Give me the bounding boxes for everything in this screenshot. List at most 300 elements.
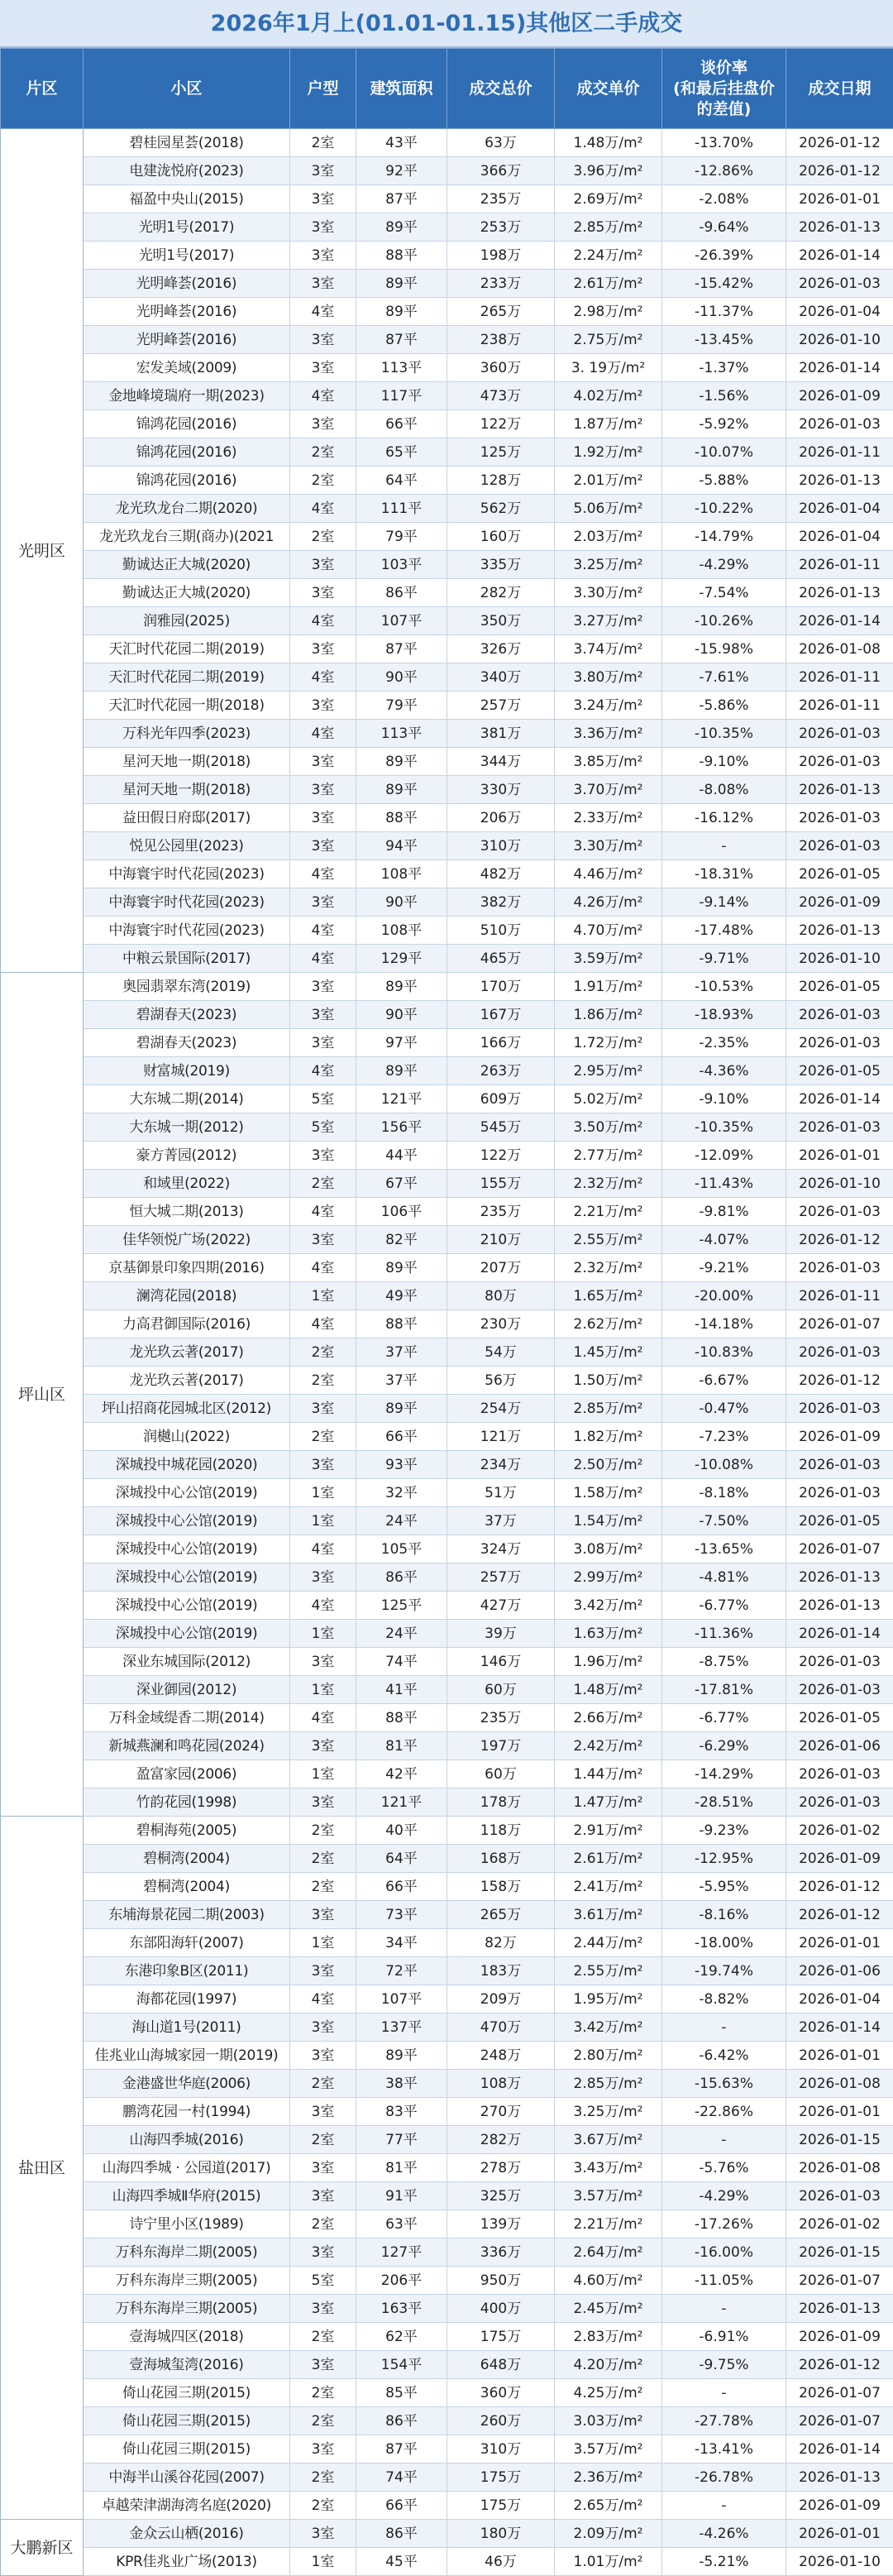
bargain-rate-cell: -20.00%	[662, 1282, 786, 1310]
table-row	[1, 1423, 893, 1451]
layout-cell: 5室	[290, 1113, 356, 1142]
layout-cell: 4室	[290, 720, 356, 748]
area-cell: 64平	[356, 1845, 447, 1873]
layout-cell: 3室	[290, 804, 356, 832]
total-price-cell: 350万	[447, 607, 555, 635]
unit-price-cell: 2.41万/m²	[555, 1873, 662, 1901]
area-cell: 108平	[356, 860, 447, 888]
unit-price-cell: 5.02万/m²	[555, 1085, 662, 1113]
unit-price-cell: 2.61万/m²	[555, 270, 662, 298]
deal-date-cell: 2026-01-02	[786, 2210, 893, 2238]
layout-cell: 4室	[290, 1254, 356, 1282]
total-price-cell: 230万	[447, 1310, 555, 1338]
table-row	[1, 1845, 893, 1873]
area-cell: 40平	[356, 1817, 447, 1845]
area-cell: 63平	[356, 2210, 447, 2238]
layout-cell: 4室	[290, 607, 356, 635]
area-cell: 34平	[356, 1929, 447, 1957]
total-price-cell: 206万	[447, 804, 555, 832]
table-row	[1, 2267, 893, 2295]
unit-price-cell: 1.82万/m²	[555, 1423, 662, 1451]
project-name-cell: 益田假日府邸(2017)	[84, 804, 290, 832]
layout-cell: 4室	[290, 1310, 356, 1338]
total-price-cell: 282万	[447, 579, 555, 607]
area-cell: 86平	[356, 2520, 447, 2548]
unit-price-cell: 1.48万/m²	[555, 129, 662, 157]
bargain-rate-cell: -13.70%	[662, 129, 786, 157]
project-name-cell: 锦鸿花园(2016)	[84, 467, 290, 495]
total-price-cell: 427万	[447, 1592, 555, 1620]
unit-price-cell: 2.62万/m²	[555, 1310, 662, 1338]
bargain-rate-cell: -13.45%	[662, 326, 786, 354]
area-cell: 113平	[356, 354, 447, 382]
deal-date-cell: 2026-01-07	[786, 1535, 893, 1563]
table-row	[1, 1395, 893, 1423]
area-cell: 82平	[356, 1226, 447, 1254]
deal-date-cell: 2026-01-10	[786, 1170, 893, 1198]
deal-date-cell: 2026-01-14	[786, 607, 893, 635]
project-name-cell: 锦鸿花园(2016)	[84, 410, 290, 438]
unit-price-cell: 1.63万/m²	[555, 1620, 662, 1648]
bargain-rate-cell: -12.09%	[662, 1142, 786, 1170]
layout-cell: 1室	[290, 1929, 356, 1957]
unit-price-cell: 2.55万/m²	[555, 1957, 662, 1985]
table-row	[1, 298, 893, 326]
unit-price-cell: 2.65万/m²	[555, 2492, 662, 2520]
total-price-cell: 335万	[447, 551, 555, 579]
district-cell: 光明区	[1, 129, 84, 973]
project-name-cell: 财富城(2019)	[84, 1057, 290, 1085]
deal-date-cell: 2026-01-03	[786, 1479, 893, 1507]
table-row	[1, 382, 893, 410]
deal-date-cell: 2026-01-09	[786, 888, 893, 917]
total-price-cell: 108万	[447, 2070, 555, 2098]
table-row	[1, 1170, 893, 1198]
unit-price-cell: 3.80万/m²	[555, 663, 662, 692]
area-cell: 45平	[356, 2548, 447, 2576]
table-row	[1, 2379, 893, 2407]
area-cell: 66平	[356, 410, 447, 438]
total-price-cell: 366万	[447, 157, 555, 185]
layout-cell: 4室	[290, 1198, 356, 1226]
project-name-cell: 碧桐湾(2004)	[84, 1845, 290, 1873]
table-row	[1, 326, 893, 354]
bargain-rate-cell: -28.51%	[662, 1788, 786, 1817]
unit-price-cell: 4.02万/m²	[555, 382, 662, 410]
table-row	[1, 2548, 893, 2576]
total-price-cell: 360万	[447, 354, 555, 382]
deal-date-cell: 2026-01-11	[786, 692, 893, 720]
project-name-cell: 深业东城国际(2012)	[84, 1648, 290, 1676]
table-row	[1, 804, 893, 832]
total-price-cell: 56万	[447, 1367, 555, 1395]
deal-date-cell: 2026-01-12	[786, 157, 893, 185]
area-cell: 43平	[356, 129, 447, 157]
project-name-cell: 鹏湾花园一村(1994)	[84, 2098, 290, 2126]
area-cell: 65平	[356, 438, 447, 467]
table-row	[1, 1282, 893, 1310]
deal-date-cell: 2026-01-08	[786, 2070, 893, 2098]
unit-price-cell: 2.21万/m²	[555, 1198, 662, 1226]
layout-cell: 1室	[290, 1676, 356, 1704]
table-row	[1, 1507, 893, 1535]
layout-cell: 2室	[290, 438, 356, 467]
deal-date-cell: 2026-01-09	[786, 1423, 893, 1451]
unit-price-cell: 2.01万/m²	[555, 467, 662, 495]
header-area: 建筑面积	[356, 49, 447, 129]
total-price-cell: 235万	[447, 1704, 555, 1732]
layout-cell: 3室	[290, 1001, 356, 1029]
project-name-cell: 碧桂园星荟(2018)	[84, 129, 290, 157]
unit-price-cell: 1.87万/m²	[555, 410, 662, 438]
layout-cell: 3室	[290, 692, 356, 720]
table-row	[1, 1226, 893, 1254]
table-row	[1, 1085, 893, 1113]
unit-price-cell: 2.66万/m²	[555, 1704, 662, 1732]
area-cell: 111平	[356, 495, 447, 523]
bargain-rate-cell: -8.75%	[662, 1648, 786, 1676]
table-row	[1, 2070, 893, 2098]
header-bargain-rate: 谈价率 (和最后挂盘价 的差值)	[662, 49, 786, 129]
project-name-cell: 深城投中心公馆(2019)	[84, 1507, 290, 1535]
area-cell: 87平	[356, 326, 447, 354]
deal-date-cell: 2026-01-12	[786, 129, 893, 157]
layout-cell: 2室	[290, 1423, 356, 1451]
total-price-cell: 233万	[447, 270, 555, 298]
bargain-rate-cell: -9.23%	[662, 1817, 786, 1845]
area-cell: 156平	[356, 1113, 447, 1142]
total-price-cell: 175万	[447, 2463, 555, 2492]
total-price-cell: 282万	[447, 2126, 555, 2154]
header-project: 小区	[84, 49, 290, 129]
project-name-cell: 东港印象B区(2011)	[84, 1957, 290, 1985]
area-cell: 108平	[356, 917, 447, 945]
deal-date-cell: 2026-01-12	[786, 1226, 893, 1254]
total-price-cell: 324万	[447, 1535, 555, 1563]
unit-price-cell: 2.09万/m²	[555, 2520, 662, 2548]
area-cell: 88平	[356, 242, 447, 270]
layout-cell: 2室	[290, 129, 356, 157]
project-name-cell: 海山道1号(2011)	[84, 2013, 290, 2042]
table-row	[1, 1535, 893, 1563]
deal-date-cell: 2026-01-12	[786, 2351, 893, 2379]
area-cell: 129平	[356, 945, 447, 973]
layout-cell: 3室	[290, 410, 356, 438]
unit-price-cell: 2.44万/m²	[555, 1929, 662, 1957]
bargain-rate-cell: -6.91%	[662, 2323, 786, 2351]
area-cell: 62平	[356, 2323, 447, 2351]
area-cell: 90平	[356, 663, 447, 692]
table-row	[1, 945, 893, 973]
area-cell: 154平	[356, 2351, 447, 2379]
unit-price-cell: 4.20万/m²	[555, 2351, 662, 2379]
table-row	[1, 2520, 893, 2548]
total-price-cell: 198万	[447, 242, 555, 270]
bargain-rate-cell: -18.93%	[662, 1001, 786, 1029]
total-price-cell: 950万	[447, 2267, 555, 2295]
area-cell: 81平	[356, 1732, 447, 1760]
layout-cell: 1室	[290, 1760, 356, 1788]
layout-cell: 3室	[290, 973, 356, 1001]
total-price-cell: 51万	[447, 1479, 555, 1507]
unit-price-cell: 2.85万/m²	[555, 213, 662, 242]
table-row	[1, 2154, 893, 2182]
table-row	[1, 2407, 893, 2435]
project-name-cell: 东部阳海轩(2007)	[84, 1929, 290, 1957]
bargain-rate-cell: -10.83%	[662, 1338, 786, 1367]
deal-date-cell: 2026-01-13	[786, 2463, 893, 2492]
layout-cell: 2室	[290, 1170, 356, 1198]
header-unit-price: 成交单价	[555, 49, 662, 129]
total-price-cell: 122万	[447, 410, 555, 438]
project-name-cell: 深城投中心公馆(2019)	[84, 1479, 290, 1507]
table-row	[1, 129, 893, 157]
layout-cell: 3室	[290, 579, 356, 607]
table-row	[1, 1676, 893, 1704]
total-price-cell: 234万	[447, 1451, 555, 1479]
deal-date-cell: 2026-01-03	[786, 1029, 893, 1057]
header-total-price: 成交总价	[447, 49, 555, 129]
unit-price-cell: 2.80万/m²	[555, 2042, 662, 2070]
deal-date-cell: 2026-01-01	[786, 2042, 893, 2070]
bargain-rate-cell: -5.21%	[662, 2548, 786, 2576]
total-price-cell: 336万	[447, 2238, 555, 2267]
area-cell: 89平	[356, 776, 447, 804]
project-name-cell: 山海四季城(2016)	[84, 2126, 290, 2154]
area-cell: 103平	[356, 551, 447, 579]
bargain-rate-cell: -11.37%	[662, 298, 786, 326]
bargain-rate-cell: -	[662, 2295, 786, 2323]
layout-cell: 3室	[290, 1648, 356, 1676]
bargain-rate-cell: -9.71%	[662, 945, 786, 973]
layout-cell: 5室	[290, 2267, 356, 2295]
total-price-cell: 121万	[447, 1423, 555, 1451]
deal-date-cell: 2026-01-01	[786, 1142, 893, 1170]
table-row	[1, 2013, 893, 2042]
layout-cell: 3室	[290, 832, 356, 860]
project-name-cell: 锦鸿花园(2016)	[84, 438, 290, 467]
deal-date-cell: 2026-01-03	[786, 1676, 893, 1704]
total-price-cell: 265万	[447, 298, 555, 326]
bargain-rate-cell: -14.79%	[662, 523, 786, 551]
area-cell: 86平	[356, 1563, 447, 1592]
area-cell: 87平	[356, 2435, 447, 2463]
table-row	[1, 1254, 893, 1282]
deal-date-cell: 2026-01-08	[786, 2154, 893, 2182]
layout-cell: 3室	[290, 2520, 356, 2548]
bargain-rate-cell: -9.81%	[662, 1198, 786, 1226]
total-price-cell: 473万	[447, 382, 555, 410]
table-row	[1, 1957, 893, 1985]
total-price-cell: 39万	[447, 1620, 555, 1648]
unit-price-cell: 4.25万/m²	[555, 2379, 662, 2407]
deal-date-cell: 2026-01-14	[786, 1085, 893, 1113]
layout-cell: 3室	[290, 157, 356, 185]
project-name-cell: 山海四季城Ⅱ华府(2015)	[84, 2182, 290, 2210]
deal-date-cell: 2026-01-05	[786, 973, 893, 1001]
project-name-cell: 东埔海景花园二期(2003)	[84, 1901, 290, 1929]
deal-date-cell: 2026-01-08	[786, 635, 893, 663]
total-price-cell: 82万	[447, 1929, 555, 1957]
layout-cell: 3室	[290, 635, 356, 663]
bargain-rate-cell: -14.18%	[662, 1310, 786, 1338]
transactions-table	[0, 48, 893, 2576]
layout-cell: 2室	[290, 1817, 356, 1845]
layout-cell: 3室	[290, 1142, 356, 1170]
layout-cell: 4室	[290, 1057, 356, 1085]
project-name-cell: 碧湖春天(2023)	[84, 1001, 290, 1029]
unit-price-cell: 3.43万/m²	[555, 2154, 662, 2182]
deal-date-cell: 2026-01-15	[786, 2238, 893, 2267]
deal-date-cell: 2026-01-05	[786, 860, 893, 888]
unit-price-cell: 3.30万/m²	[555, 832, 662, 860]
deal-date-cell: 2026-01-03	[786, 1254, 893, 1282]
layout-cell: 4室	[290, 917, 356, 945]
layout-cell: 2室	[290, 2210, 356, 2238]
unit-price-cell: 2.32万/m²	[555, 1170, 662, 1198]
project-name-cell: 万科光年四季(2023)	[84, 720, 290, 748]
layout-cell: 3室	[290, 1901, 356, 1929]
total-price-cell: 37万	[447, 1507, 555, 1535]
unit-price-cell: 2.69万/m²	[555, 185, 662, 213]
area-cell: 86平	[356, 579, 447, 607]
unit-price-cell: 2.77万/m²	[555, 1142, 662, 1170]
layout-cell: 2室	[290, 2323, 356, 2351]
layout-cell: 3室	[290, 1451, 356, 1479]
total-price-cell: 60万	[447, 1676, 555, 1704]
bargain-rate-cell: -	[662, 832, 786, 860]
unit-price-cell: 2.75万/m²	[555, 326, 662, 354]
total-price-cell: 118万	[447, 1817, 555, 1845]
layout-cell: 3室	[290, 776, 356, 804]
table-row	[1, 1760, 893, 1788]
unit-price-cell: 2.03万/m²	[555, 523, 662, 551]
table-row	[1, 2182, 893, 2210]
total-price-cell: 155万	[447, 1170, 555, 1198]
layout-cell: 5室	[290, 1085, 356, 1113]
header-row	[1, 49, 893, 129]
unit-price-cell: 5.06万/m²	[555, 495, 662, 523]
total-price-cell: 326万	[447, 635, 555, 663]
bargain-rate-cell: -4.26%	[662, 2520, 786, 2548]
bargain-rate-cell: -26.39%	[662, 242, 786, 270]
area-cell: 113平	[356, 720, 447, 748]
deal-date-cell: 2026-01-11	[786, 438, 893, 467]
total-price-cell: 46万	[447, 2548, 555, 2576]
bargain-rate-cell: -5.88%	[662, 467, 786, 495]
project-name-cell: 福盈中央山(2015)	[84, 185, 290, 213]
layout-cell: 3室	[290, 213, 356, 242]
area-cell: 89平	[356, 298, 447, 326]
table-row	[1, 1001, 893, 1029]
area-cell: 89平	[356, 1057, 447, 1085]
bargain-rate-cell: -4.81%	[662, 1563, 786, 1592]
area-cell: 66平	[356, 1423, 447, 1451]
layout-cell: 4室	[290, 1704, 356, 1732]
total-price-cell: 278万	[447, 2154, 555, 2182]
unit-price-cell: 2.64万/m²	[555, 2238, 662, 2267]
table-row	[1, 1198, 893, 1226]
deal-date-cell: 2026-01-02	[786, 1817, 893, 1845]
layout-cell: 3室	[290, 185, 356, 213]
project-name-cell: 天汇时代花园一期(2018)	[84, 692, 290, 720]
total-price-cell: 175万	[447, 2492, 555, 2520]
total-price-cell: 344万	[447, 748, 555, 776]
deal-date-cell: 2026-01-03	[786, 1395, 893, 1423]
table-row	[1, 2492, 893, 2520]
layout-cell: 3室	[290, 1226, 356, 1254]
deal-date-cell: 2026-01-15	[786, 2126, 893, 2154]
area-cell: 66平	[356, 1873, 447, 1901]
area-cell: 86平	[356, 2407, 447, 2435]
total-price-cell: 209万	[447, 1985, 555, 2013]
deal-date-cell: 2026-01-11	[786, 551, 893, 579]
layout-cell: 3室	[290, 1563, 356, 1592]
deal-date-cell: 2026-01-01	[786, 2098, 893, 2126]
area-cell: 64平	[356, 467, 447, 495]
table-row	[1, 1704, 893, 1732]
project-name-cell: 倚山花园三期(2015)	[84, 2407, 290, 2435]
unit-price-cell: 2.24万/m²	[555, 242, 662, 270]
deal-date-cell: 2026-01-09	[786, 2323, 893, 2351]
bargain-rate-cell: -8.16%	[662, 1901, 786, 1929]
bargain-rate-cell: -1.37%	[662, 354, 786, 382]
layout-cell: 2室	[290, 1367, 356, 1395]
table-row	[1, 1451, 893, 1479]
layout-cell: 4室	[290, 860, 356, 888]
deal-date-cell: 2026-01-13	[786, 579, 893, 607]
table-row	[1, 1310, 893, 1338]
table-row	[1, 1142, 893, 1170]
deal-date-cell: 2026-01-09	[786, 382, 893, 410]
table-row	[1, 1367, 893, 1395]
project-name-cell: 奥园翡翠东湾(2019)	[84, 973, 290, 1001]
total-price-cell: 482万	[447, 860, 555, 888]
total-price-cell: 139万	[447, 2210, 555, 2238]
total-price-cell: 235万	[447, 1198, 555, 1226]
bargain-rate-cell: -12.95%	[662, 1845, 786, 1873]
bargain-rate-cell: -0.47%	[662, 1395, 786, 1423]
bargain-rate-cell: -10.53%	[662, 973, 786, 1001]
project-name-cell: 诗宁里小区(1989)	[84, 2210, 290, 2238]
project-name-cell: 龙光玖云著(2017)	[84, 1338, 290, 1367]
table-body	[1, 129, 893, 2576]
table-row	[1, 860, 893, 888]
area-cell: 89平	[356, 1395, 447, 1423]
area-cell: 93平	[356, 1451, 447, 1479]
bargain-rate-cell: -6.67%	[662, 1367, 786, 1395]
table-row	[1, 523, 893, 551]
area-cell: 88平	[356, 1704, 447, 1732]
total-price-cell: 510万	[447, 917, 555, 945]
unit-price-cell: 3.85万/m²	[555, 748, 662, 776]
bargain-rate-cell: -10.22%	[662, 495, 786, 523]
area-cell: 38平	[356, 2070, 447, 2098]
deal-date-cell: 2026-01-04	[786, 523, 893, 551]
unit-price-cell: 2.83万/m²	[555, 2323, 662, 2351]
bargain-rate-cell: -7.23%	[662, 1423, 786, 1451]
layout-cell: 1室	[290, 1620, 356, 1648]
unit-price-cell: 3. 19万/m²	[555, 354, 662, 382]
table-row	[1, 495, 893, 523]
project-name-cell: 龙光玖云著(2017)	[84, 1367, 290, 1395]
unit-price-cell: 1.86万/m²	[555, 1001, 662, 1029]
bargain-rate-cell: -11.36%	[662, 1620, 786, 1648]
bargain-rate-cell: -16.12%	[662, 804, 786, 832]
project-name-cell: KPR佳兆业广场(2013)	[84, 2548, 290, 2576]
layout-cell: 3室	[290, 242, 356, 270]
area-cell: 90平	[356, 1001, 447, 1029]
